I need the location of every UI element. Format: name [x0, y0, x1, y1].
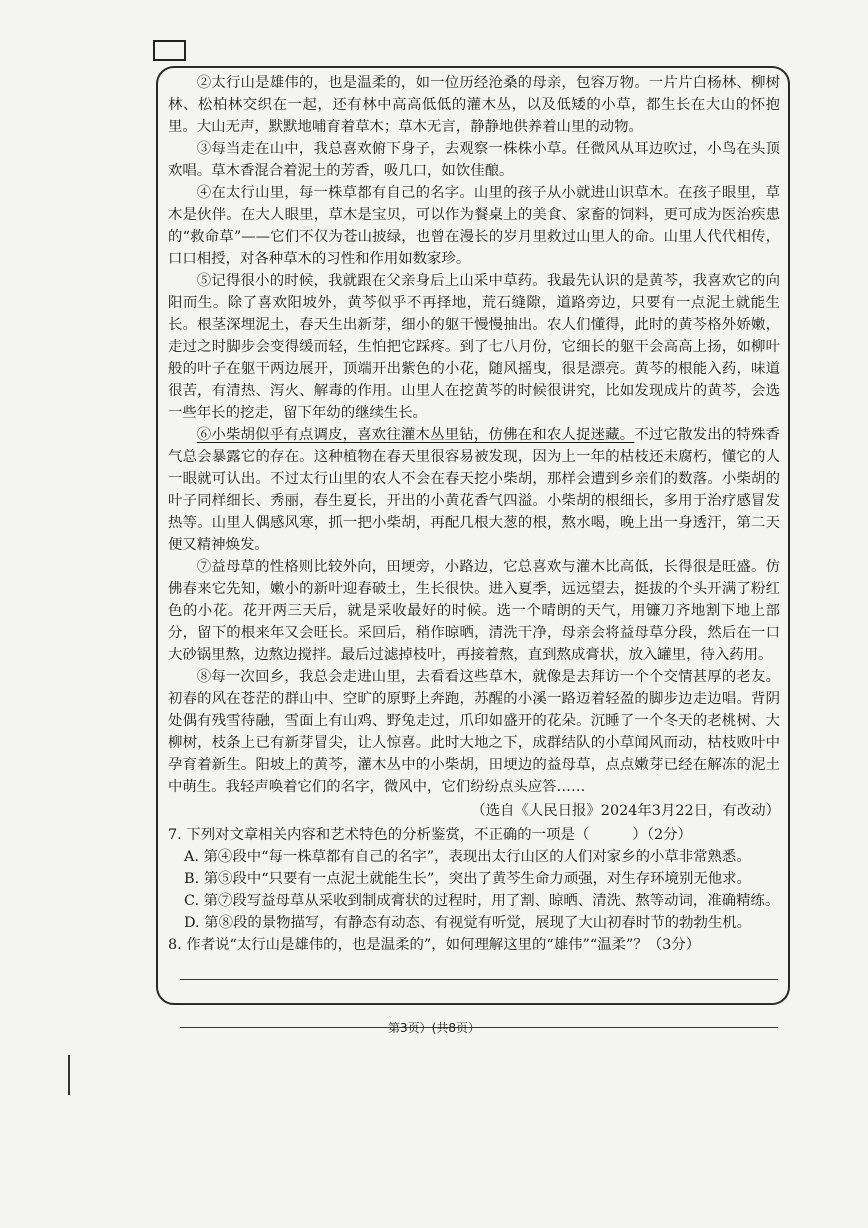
paragraph-6-underlined-sentence: ⑥小柴胡似乎有点调皮，喜欢往灌木丛里钻，仿佛在和农人捉迷藏。	[196, 427, 635, 443]
question-8: 8. 作者说“太行山是雄伟的，也是温柔的”，如何理解这里的“雄伟”“温柔”？（3分）	[168, 937, 701, 953]
page-content	[168, 72, 780, 1028]
paragraph-4: ④在太行山里，每一株草都有自己的名字。山里的孩子从小就进山识草木。在孩子眼里，草木是伙伴。在大人眼里，草木是宝贝，可以作为餐桌上的美食、家畜的饲料，更可成为医治疾患的“救命草”——它们不仅为苍山披绿，也曾在漫长的岁月里救过山里人的命。山里人代代相传，口口相授，对各种草木的习性和作用如数家珍。	[168, 185, 780, 267]
corner-marker-box	[153, 40, 186, 61]
question-7-option-c: C. 第⑦段写益母草从采收到制成膏状的过程时，用了割、晾晒、清洗、熬等动词，准确精练。	[184, 893, 780, 909]
margin-mark	[68, 1055, 70, 1095]
paragraph-6	[168, 424, 780, 556]
paragraph-2: ②太行山是雄伟的，也是温柔的，如一位历经沧桑的母亲，包容万物。一片片白杨林、柳树林、松柏林交织在一起，还有林中高高低低的灌木丛，以及低矮的小草，都生长在大山的怀抱里。大山无声，默默地哺育着草木；草木无言，静静地供养着山里的动物。	[168, 75, 780, 135]
paragraph-8: ⑧每一次回乡，我总会走进山里，去看看这些草木，就像是去拜访一个个交情甚厚的老友。初春的风在苍茫的群山中、空旷的原野上奔跑，苏醒的小溪一路迈着轻盈的脚步边走边唱。背阴处偶有残雪待融，雪面上有山鸡、野兔走过，爪印如盛开的花朵。沉睡了一个冬天的老桃树、大柳树，枝条上已有新芽冒尖，让人惊喜。此时大地之下，成群结队的小草闻风而动，枯枝败叶中孕育着新生。阳坡上的黄芩，灌木丛中的小柴胡，田埂边的益母草，点点嫩芽已经在解冻的泥土中萌生。我轻声唤着它们的名字，微风中，它们纷纷点头应答……	[168, 669, 780, 795]
paragraph-3: ③每当走在山中，我总喜欢俯下身子，去观察一株株小草。任微风从耳边吹过，小鸟在头顶欢唱。草木香混合着泥土的芳香，吸几口，如饮佳酿。	[168, 141, 780, 179]
question-7-option-b: B. 第⑤段中“只要有一点泥土就能生长”，突出了黄芩生命力顽强，对生存环境别无他求。	[184, 871, 751, 887]
paragraph-5: ⑤记得很小的时候，我就跟在父亲身后上山采中草药。我最先认识的是黄芩，我喜欢它的向阳而生。除了喜欢阳坡外，黄芩似乎不再择地，荒石缝隙，道路旁边，只要有一点泥土就能生长。根茎深埋泥土，春天生出新芽，细小的躯干慢慢抽出。农人们懂得，此时的黄芩格外娇嫩，走过之时脚步会变得缓而轻，生怕把它踩疼。到了七八月份，它细长的躯干会高高上扬，如柳叶般的叶子在躯干两边展开，顶端开出紫色的小花，随风摇曳，很是漂亮。黄芩的根能入药，味道很苦，有清热、泻火、解毒的作用。山里人在挖黄芩的时候很讲究，比如发现成片的黄芩，会选一些年长的挖走，留下年幼的继续生长。	[168, 273, 780, 421]
question-7-option-d: D. 第⑧段的景物描写，有静态有动态、有视觉有听觉，展现了大山初春时节的勃勃生机。	[184, 915, 752, 931]
question-7-option-a: A. 第④段中“每一株草都有自己的名字”，表现出太行山区的人们对家乡的小草非常熟悉。	[184, 849, 751, 865]
answer-line[interactable]	[180, 1003, 778, 1004]
paragraph-7: ⑦益母草的性格则比较外向，田埂旁，小路边，它总喜欢与灌木比高低，长得很是旺盛。仿佛春来它先知，嫩小的新叶迎春破土，生长很快。进入夏季，远远望去，挺拔的个头开满了粉红色的小花。花开两三天后，就是采收最好的时候。选一个晴朗的天气，用镰刀齐地割下地上部分，留下的根来年又会旺长。采回后，稍作晾晒，清洗干净，母亲会将益母草分段，然后在一口大砂锅里熬，边熬边搅拌。最后过滤掉枝叶，再接着熬，直到熬成膏状，放入罐里，待入药用。	[168, 559, 780, 663]
question-7: 7. 下列对文章相关内容和艺术特色的分析鉴赏，不正确的一项是（ ）（2分）	[168, 827, 692, 843]
page-footer: 第3页）(共8页）	[388, 1021, 480, 1035]
answer-line[interactable]	[180, 979, 778, 980]
article-source: （选自《人民日报》2024年3月22日，有改动）	[471, 803, 780, 819]
paragraph-6-rest: 不过它散发出的特殊香气总会暴露它的存在。这种植物在春天里很容易被发现，因为上一年的枯枝还未腐朽，懂它的人一眼就可认出。不过太行山里的农人不会在春天挖小柴胡，那样会遭到乡亲们的数落。小柴胡的叶子同样细长、秀丽，春生夏长，开出的小黄花香气四溢。小柴胡的根细长，多用于治疗感冒发热等。山里人偶感风寒，抓一把小柴胡，再配几根大葱的根，熬水喝，晚上出一身透汗，第二天便又精神焕发。	[168, 427, 780, 553]
